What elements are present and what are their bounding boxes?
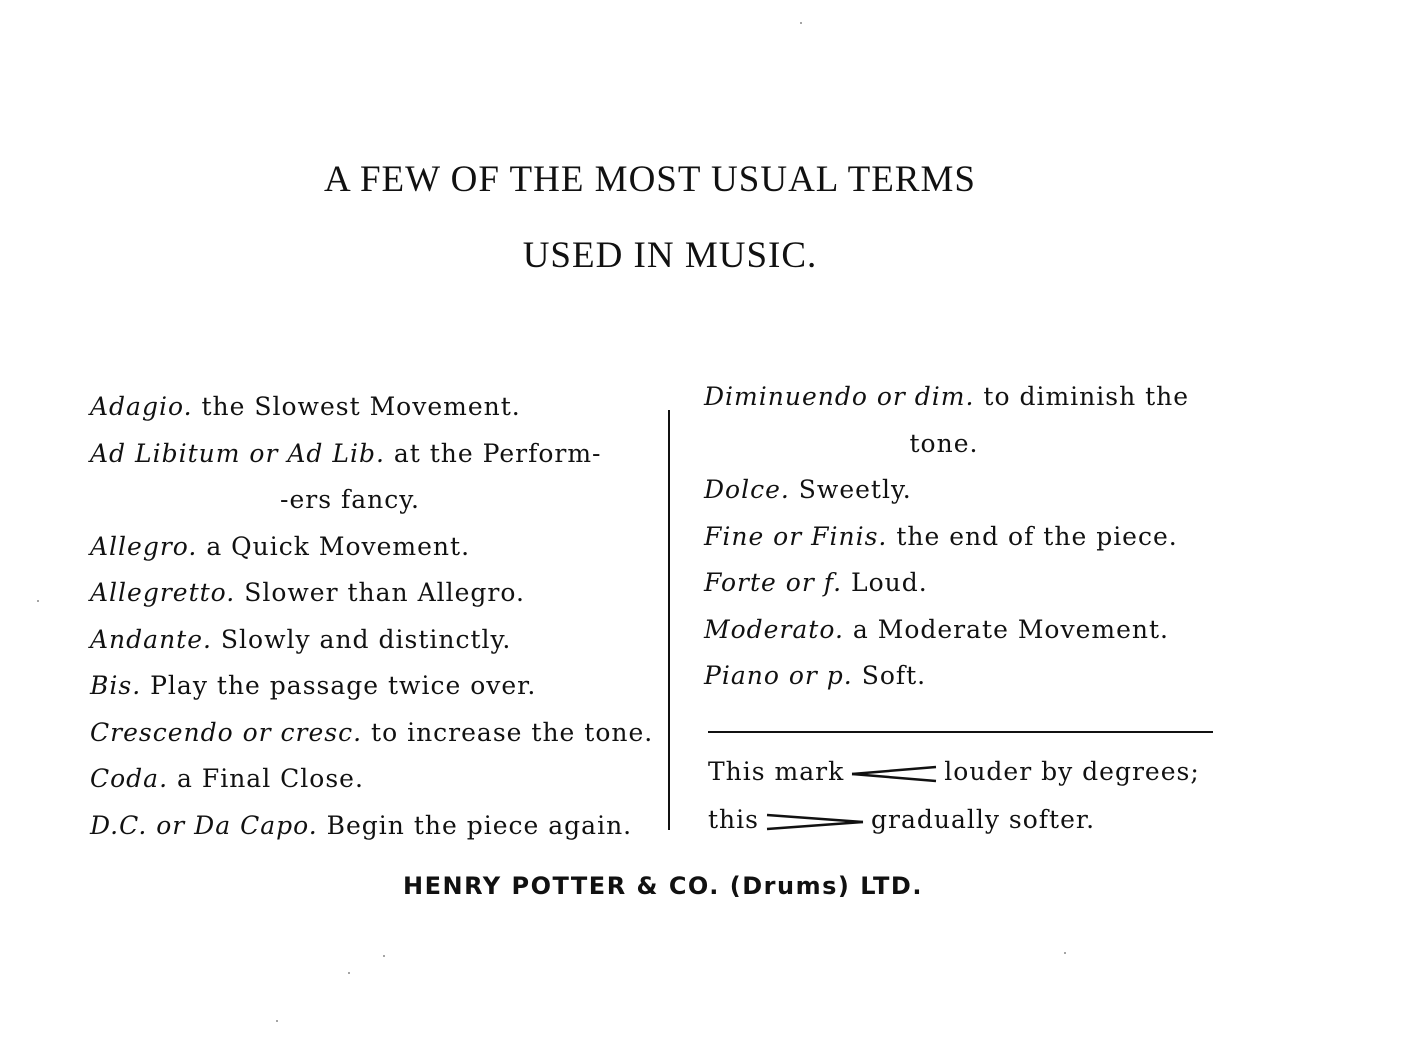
terms-left-column bbox=[90, 384, 660, 849]
term-entry bbox=[90, 663, 660, 710]
publisher-footer: HENRY POTTER & CO. (Drums) LTD. bbox=[403, 872, 923, 900]
term-definition-continuation: -ers fancy. bbox=[280, 485, 420, 514]
term-definition: Slowly and distinctly. bbox=[220, 624, 512, 654]
term-entry bbox=[704, 607, 1224, 654]
term-name: Forte or f. bbox=[704, 568, 843, 597]
term-name: Adagio. bbox=[90, 392, 193, 421]
term-definition: Slower than Allegro. bbox=[244, 578, 525, 607]
term-definition: a Final Close. bbox=[177, 764, 364, 793]
scan-speck bbox=[276, 1020, 278, 1022]
term-name: Coda. bbox=[90, 764, 169, 793]
term-name: D.C. or Da Capo. bbox=[90, 810, 318, 840]
term-entry bbox=[704, 514, 1224, 561]
term-definition: Begin the piece again. bbox=[326, 810, 633, 840]
term-definition: Play the passage twice over. bbox=[150, 671, 537, 700]
term-name: Andante. bbox=[90, 624, 212, 654]
term-name: Allegro. bbox=[90, 531, 198, 561]
term-entry bbox=[704, 653, 1224, 700]
scan-speck bbox=[348, 972, 350, 974]
decrescendo-prefix: this bbox=[708, 805, 759, 834]
term-name: Piano or p. bbox=[704, 661, 853, 690]
term-name: Diminuendo or dim. bbox=[704, 382, 975, 411]
term-definition: the Slowest Movement. bbox=[201, 392, 521, 421]
page-title: A FEW OF THE MOST USUAL TERMS bbox=[324, 159, 976, 200]
term-definition: a Moderate Movement. bbox=[852, 614, 1169, 644]
term-name: Moderato. bbox=[704, 614, 844, 644]
scan-speck bbox=[383, 955, 385, 957]
term-name: Crescendo or cresc. bbox=[90, 717, 363, 747]
dynamics-marks bbox=[708, 748, 1228, 844]
term-definition: Sweetly. bbox=[798, 475, 912, 504]
term-entry bbox=[90, 710, 660, 757]
term-definition: Loud. bbox=[850, 568, 928, 597]
term-name: Ad Libitum or Ad Lib. bbox=[90, 438, 385, 468]
term-definition: to increase the tone. bbox=[371, 717, 654, 747]
term-name: Dolce. bbox=[704, 475, 790, 504]
term-name: Bis. bbox=[90, 671, 142, 700]
decrescendo-line bbox=[708, 796, 1228, 844]
term-entry bbox=[90, 384, 660, 431]
term-definition-continuation: tone. bbox=[909, 428, 979, 458]
page-subtitle: USED IN MUSIC. bbox=[522, 235, 818, 276]
terms-right-column bbox=[704, 374, 1224, 700]
column-divider bbox=[668, 410, 670, 830]
scan-speck bbox=[1064, 952, 1066, 954]
term-definition: Soft. bbox=[861, 661, 927, 690]
decrescendo-suffix: gradually softer. bbox=[870, 805, 1096, 834]
term-definition: the end of the piece. bbox=[896, 521, 1178, 551]
term-entry bbox=[90, 617, 660, 664]
scan-speck bbox=[37, 600, 39, 602]
term-entry bbox=[90, 756, 660, 803]
crescendo-suffix: louder by degrees; bbox=[944, 757, 1200, 786]
term-definition: at the Perform- bbox=[393, 438, 602, 468]
scan-speck bbox=[800, 22, 802, 24]
crescendo-hairpin-icon bbox=[850, 764, 938, 784]
term-entry bbox=[90, 570, 660, 617]
term-definition: a Quick Movement. bbox=[206, 531, 471, 561]
section-rule bbox=[708, 731, 1213, 733]
crescendo-prefix: This mark bbox=[708, 757, 845, 786]
term-definition: to diminish the bbox=[983, 382, 1190, 411]
crescendo-line bbox=[708, 748, 1228, 796]
term-entry bbox=[704, 374, 1224, 421]
term-entry bbox=[704, 467, 1224, 514]
term-entry bbox=[90, 524, 660, 571]
decrescendo-hairpin-icon bbox=[765, 812, 865, 832]
term-name: Allegretto. bbox=[90, 578, 236, 607]
term-entry bbox=[90, 803, 660, 850]
term-entry bbox=[704, 560, 1224, 607]
term-name: Fine or Finis. bbox=[704, 521, 888, 551]
term-entry bbox=[90, 431, 660, 478]
